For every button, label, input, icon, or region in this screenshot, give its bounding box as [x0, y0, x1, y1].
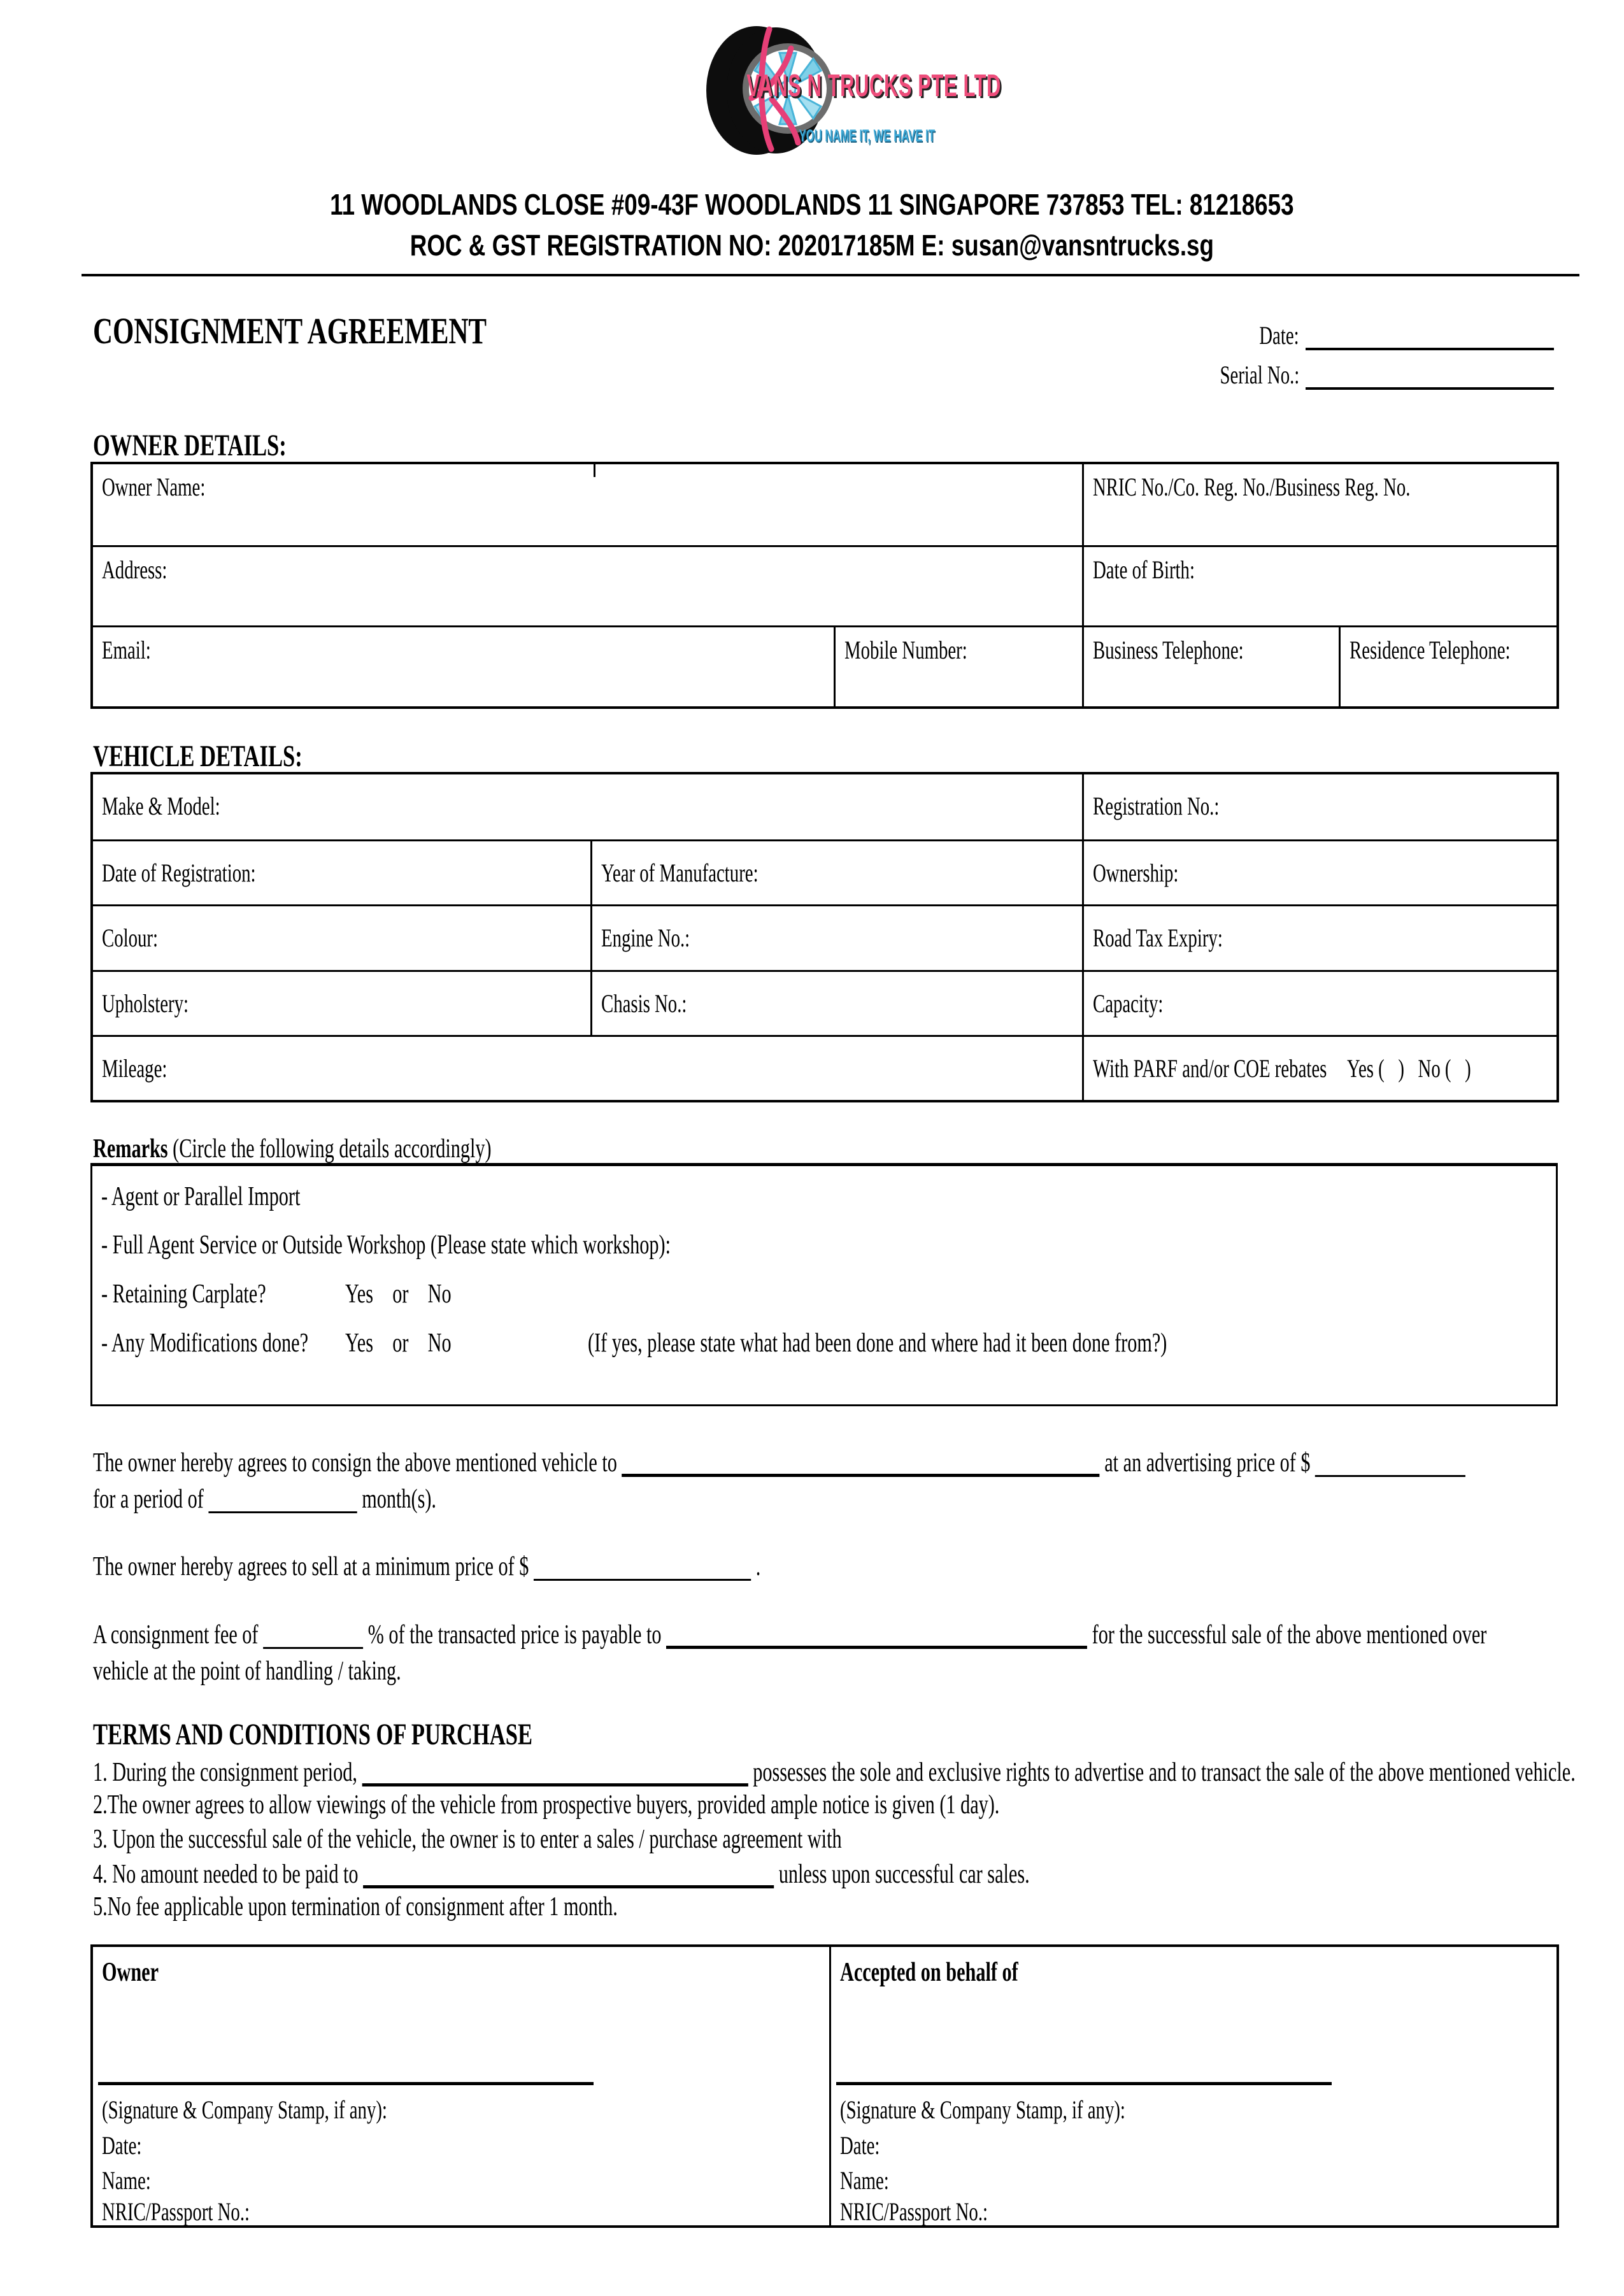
email-cell: Email: [102, 636, 151, 665]
signature-table [90, 1944, 1559, 2228]
owner-details-heading: OWNER DETAILS: [93, 429, 287, 462]
business-telephone-cell: Business Telephone: [1082, 627, 1338, 706]
terms-item-1: 1. During the consignment period, possesses the sole and exclusive rights to advertise and to transact the sale of the above mentioned vehicle. [93, 1758, 1576, 1787]
vehicle-table-row [93, 774, 1556, 839]
advertising-price-blank-line [1315, 1448, 1465, 1477]
dealer-date-label: Date: [839, 2131, 880, 2160]
owner-address-cell: Address: [102, 555, 167, 584]
terms-item-3: 3. Upon the successful sale of the vehicle, the owner is to enter a sales / purchase agreement with [93, 1825, 842, 1854]
remarks-item-agent-import: - Agent or Parallel Import [101, 1182, 301, 1211]
fee-payable-blank-line [666, 1619, 1087, 1649]
owner-date-label: Date: [102, 2131, 142, 2160]
upholstery-cell: Upholstery: [102, 988, 189, 1018]
remarks-item-modifications: - Any Modifications done? [101, 1329, 309, 1358]
vehicle-table-row [93, 839, 1556, 904]
date-field [1244, 320, 1554, 350]
dealer-signature-line [836, 2082, 1332, 2085]
serial-field [1189, 359, 1554, 390]
consign-paragraph-1-line-2: for a period of month(s). [93, 1485, 436, 1514]
consign-paragraph-1-line-1: The owner hereby agrees to consign the above mentioned vehicle to at an advertising price of $ [93, 1447, 1624, 1478]
owner-name-label: Name: [102, 2166, 151, 2195]
road-tax-expiry-cell: Road Tax Expiry: [1082, 906, 1556, 969]
vehicle-table-row [93, 904, 1556, 969]
logo-tagline: YOU NAME IT, WE HAVE IT [799, 126, 935, 145]
logo-wordmark: VANS N TRUCKS PTE LTD [746, 69, 1002, 103]
dealer-signature-caption: (Signature & Company Stamp, if any): [839, 2095, 1125, 2124]
serial-label: Serial No.: [1220, 360, 1299, 389]
remarks-item-workshop: - Full Agent Service or Outside Workshop (Please state which workshop): [101, 1230, 671, 1260]
dealer-signature-panel [829, 1947, 1556, 2225]
fee-percent-blank-line [263, 1620, 363, 1649]
owner-table-row [93, 545, 1556, 626]
period-blank-line [208, 1485, 357, 1513]
company-logo [653, 10, 1009, 178]
terms-heading: TERMS AND CONDITIONS OF PURCHASE [93, 1718, 533, 1751]
owner-signature-panel [93, 1947, 829, 2225]
owner-signature-caption: (Signature & Company Stamp, if any): [102, 2095, 387, 2124]
vehicle-details-table [90, 772, 1559, 1102]
terms-consignee-blank-line [362, 1757, 748, 1786]
page-title: CONSIGNMENT AGREEMENT [93, 310, 487, 352]
make-model-cell: Make & Model: [102, 792, 220, 820]
mileage-cell: Mileage: [102, 1053, 167, 1083]
date-blank-line [1306, 320, 1554, 350]
colour-cell: Colour: [102, 923, 159, 953]
owner-nric-label: NRIC/Passport No.: [102, 2197, 250, 2226]
dealer-signature-title: Accepted on behalf of [839, 1958, 1018, 1987]
minimum-price-blank-line [534, 1552, 751, 1581]
owner-signature-title: Owner [102, 1958, 159, 1987]
owner-name-cell: Owner Name: [93, 464, 1082, 545]
date-label: Date: [1259, 321, 1299, 350]
serial-blank-line [1306, 359, 1554, 390]
terms-item-4: 4. No amount needed to be paid to unless upon successful car sales. [93, 1860, 1030, 1889]
address-line-1: 11 WOODLANDS CLOSE #09-43F WOODLANDS 11 SINGAPORE 737853 TEL: 81218653 [330, 188, 1294, 221]
owner-table-row [93, 464, 1556, 545]
residence-telephone-cell: Residence Telephone: [1339, 627, 1556, 706]
owner-signature-line [98, 2082, 594, 2085]
registration-no-cell: Registration No.: [1082, 774, 1556, 839]
chasis-no-cell: Chasis No.: [590, 972, 1082, 1035]
consignee-blank-line [622, 1447, 1099, 1477]
dealer-name-label: Name: [839, 2166, 889, 2195]
date-of-registration-cell: Date of Registration: [102, 859, 256, 888]
consign-paragraph-3-line-1: A consignment fee of % of the transacted price is payable to for the successful sale of the above mentioned over [93, 1620, 1487, 1650]
dealer-nric-label: NRIC/Passport No.: [839, 2197, 988, 2226]
remarks-carplate-options: Yes or No [345, 1280, 452, 1309]
capacity-cell: Capacity: [1082, 972, 1556, 1035]
column-tick [594, 464, 595, 477]
mobile-number-cell: Mobile Number: [834, 627, 1083, 706]
date-of-birth-cell: Date of Birth: [1082, 547, 1556, 626]
consign-paragraph-3-line-2: vehicle at the point of handling / taking. [93, 1657, 401, 1686]
nric-cell: NRIC No./Co. Reg. No./Business Reg. No. [1082, 464, 1556, 545]
vehicle-table-row [93, 1035, 1556, 1100]
address-line-2: ROC & GST REGISTRATION NO: 202017185M E: susan@vansntrucks.sg [410, 229, 1214, 262]
remarks-modifications-options: Yes or No [345, 1329, 452, 1358]
terms-item-5: 5.No fee applicable upon termination of consignment after 1 month. [93, 1892, 618, 1922]
vehicle-details-heading: VEHICLE DETAILS: [93, 739, 303, 773]
terms-item-2: 2.The owner agrees to allow viewings of the vehicle from prospective buyers, provided ample notice is given (1 day). [93, 1790, 1000, 1820]
engine-no-cell: Engine No.: [590, 906, 1082, 969]
header-divider [82, 274, 1579, 276]
parf-coe-rebates-cell: With PARF and/or COE rebates Yes ( ) No ( ) [1082, 1037, 1556, 1100]
owner-table-row [93, 625, 1556, 706]
remarks-item-retaining-carplate: - Retaining Carplate? [101, 1280, 266, 1309]
remarks-modifications-note: (If yes, please state what had been done and where had it been done from?) [588, 1329, 1167, 1358]
consign-paragraph-2: The owner hereby agrees to sell at a minimum price of $ . [93, 1552, 761, 1581]
remarks-box [90, 1163, 1558, 1406]
vehicle-table-row [93, 970, 1556, 1035]
owner-details-table [90, 462, 1559, 709]
ownership-cell: Ownership: [1082, 841, 1556, 904]
terms-paid-to-blank-line [363, 1858, 774, 1888]
remarks-heading: Remarks (Circle the following details accordingly) [93, 1134, 492, 1164]
year-of-manufacture-cell: Year of Manufacture: [590, 841, 1082, 904]
